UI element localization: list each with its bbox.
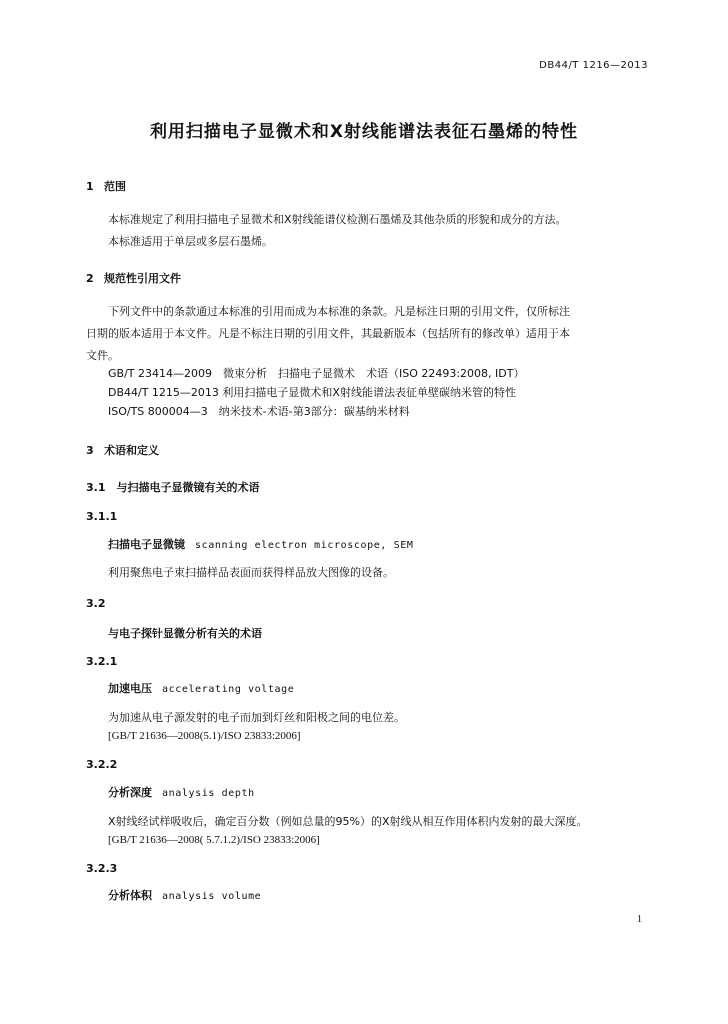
term-en: analysis volume — [162, 891, 262, 902]
section-1-heading — [86, 180, 126, 194]
term-zh: 分析深度 — [108, 786, 152, 799]
term-line — [108, 538, 413, 553]
paragraph-line: 下列文件中的条款通过本标准的引用而成为本标准的条款。凡是标注日期的引用文件，仅所标注 — [108, 305, 570, 318]
subsection-number: 3.1 — [86, 481, 106, 494]
citation-line: [GB/T 21636—2008(5.1)/ISO 23833:2006] — [108, 730, 301, 742]
section-title: 术语和定义 — [104, 444, 159, 457]
term-zh: 分析体积 — [108, 889, 152, 902]
section-title: 规范性引用文件 — [104, 272, 181, 285]
reference-line: DB44/T 1215—2013 利用扫描电子显微术和X射线能谱法表征单壁碳纳米管的特性 — [108, 386, 516, 399]
term-line — [108, 889, 261, 904]
document-code: DB44/T 1216—2013 — [539, 60, 648, 71]
clause-number: 3.2.3 — [86, 862, 118, 875]
clause-number: 3.2 — [86, 597, 106, 610]
reference-line: GB/T 23414—2009 微束分析 扫描电子显微术 术语（ISO 22493:2008, IDT） — [108, 367, 525, 380]
page-number: 1 — [637, 914, 642, 925]
paragraph-line: 文件。 — [86, 349, 119, 362]
definition-line: X射线经试样吸收后，确定百分数（例如总量的95%）的X射线从相互作用体积内发射的最大深度。 — [108, 815, 588, 828]
paragraph-line: 本标准适用于单层或多层石墨烯。 — [108, 235, 273, 248]
clause-number: 3.2.1 — [86, 655, 118, 668]
section-number: 3 — [86, 444, 94, 457]
subsection-title: 与扫描电子显微镜有关的术语 — [116, 481, 260, 494]
section-number: 2 — [86, 272, 94, 285]
citation-line: [GB/T 21636—2008( 5.7.1.2)/ISO 23833:2006] — [108, 834, 320, 846]
clause-number: 3.2.2 — [86, 758, 118, 771]
term-en: analysis depth — [162, 788, 255, 799]
paragraph-line: 日期的版本适用于本文件。凡是不标注日期的引用文件，其最新版本（包括所有的修改单）适用于本 — [86, 327, 570, 340]
section-title: 范围 — [104, 180, 126, 193]
term-en: accelerating voltage — [162, 684, 295, 695]
term-line — [108, 682, 294, 697]
subsection-heading — [86, 481, 260, 495]
definition-line: 利用聚焦电子束扫描样品表面而获得样品放大图像的设备。 — [108, 566, 394, 579]
section-2-heading — [86, 272, 181, 286]
paragraph-line: 本标准规定了利用扫描电子显微术和X射线能谱仪检测石墨烯及其他杂质的形貌和成分的方法。 — [108, 213, 567, 226]
term-en: scanning electron microscope, SEM — [195, 540, 414, 551]
document-title: 利用扫描电子显微术和X射线能谱法表征石墨烯的特性 — [149, 122, 579, 142]
reference-line: ISO/TS 800004—3 纳米技术-术语-第3部分：碳基纳米材料 — [108, 405, 410, 418]
subsection-title: 与电子探针显微分析有关的术语 — [108, 627, 262, 640]
clause-number: 3.1.1 — [86, 510, 118, 523]
term-line — [108, 786, 255, 801]
term-zh: 扫描电子显微镜 — [108, 538, 185, 551]
section-3-heading — [86, 444, 159, 458]
section-number: 1 — [86, 180, 94, 193]
definition-line: 为加速从电子源发射的电子而加到灯丝和阳极之间的电位差。 — [108, 711, 405, 724]
term-zh: 加速电压 — [108, 682, 152, 695]
